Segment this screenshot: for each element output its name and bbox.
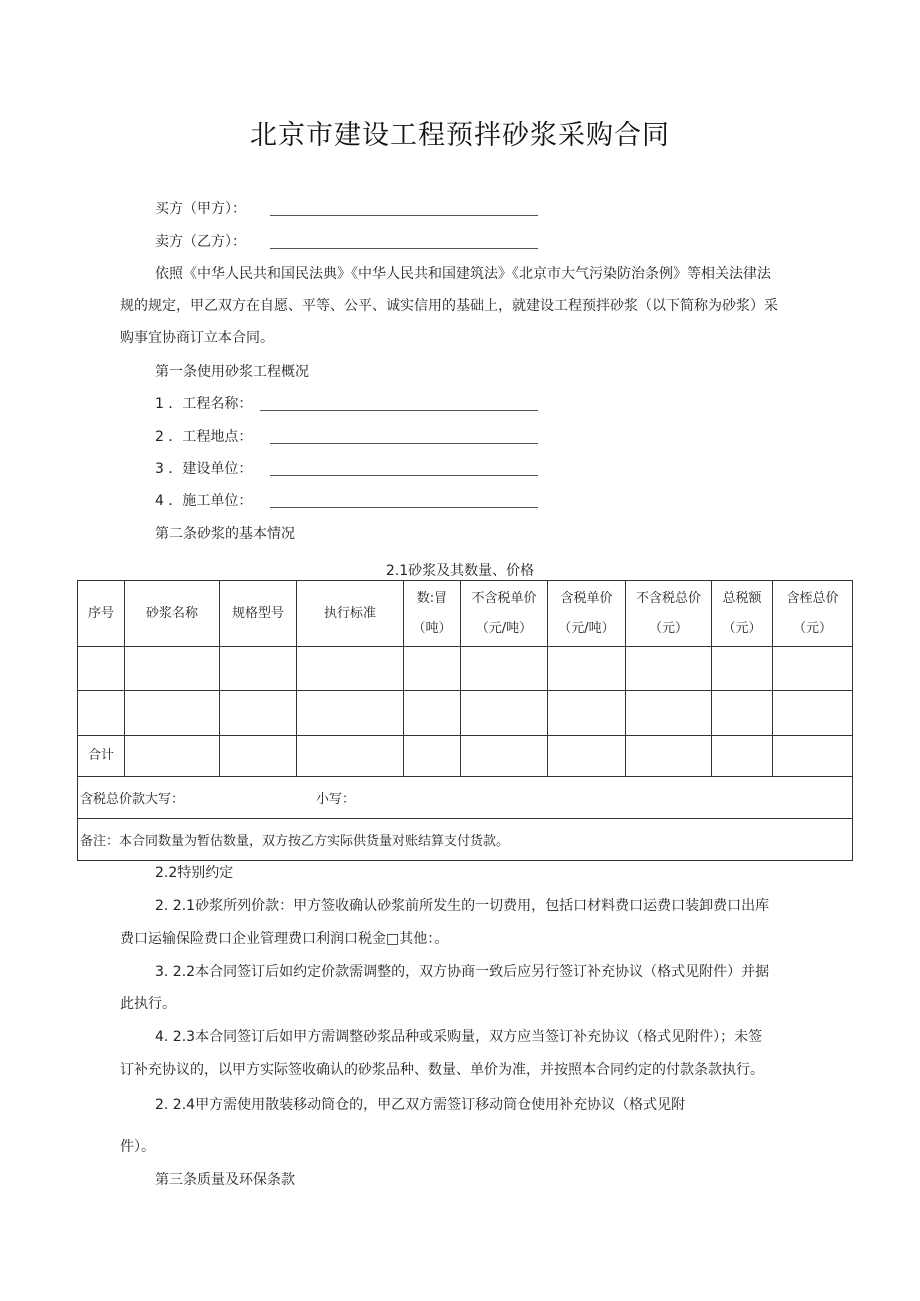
table-cell[interactable] (548, 691, 626, 736)
document-title: 北京市建设工程预拌砂浆采购合同 (250, 120, 670, 151)
table-cell[interactable] (404, 691, 461, 736)
article1-heading: 第一条使用砂浆工程概况 (155, 364, 309, 380)
table-cell[interactable] (773, 691, 853, 736)
project-location-blank[interactable] (270, 443, 538, 444)
table-cell[interactable] (626, 691, 712, 736)
header-cell: 数:冒 （吨） (404, 581, 461, 647)
table-cell[interactable] (297, 647, 404, 691)
table-cell[interactable] (712, 736, 773, 777)
buyer-label: 买方（甲方）： (155, 201, 246, 217)
clause-3-line-1: 4. 2.3本合同签订后如甲方需调整砂浆品种或采购量，双方应当签订补充协议（格式见附件）；未签 (155, 1029, 763, 1045)
preamble-line-3: 购事宜协商订立本合同。 (120, 330, 274, 346)
buyer-blank[interactable] (270, 215, 538, 216)
mortar-price-table (77, 580, 853, 861)
header-cell: 不含税总价 （元） (626, 581, 712, 647)
table-cell[interactable] (712, 691, 773, 736)
table-cell[interactable] (773, 647, 853, 691)
seller-label: 卖方（乙方）： (155, 234, 246, 250)
header-cell: 含桎总价 （元） (773, 581, 853, 647)
table-cell[interactable] (404, 736, 461, 777)
header-cell: 砂浆名称 (125, 581, 220, 647)
table-cell[interactable] (125, 691, 220, 736)
preamble-line-2: 规的规定，甲乙双方在自愿、平等、公平、诚实信用的基础上，就建设工程预拌砂浆（以下简称为砂浆）采 (120, 298, 778, 314)
total-upper-label: 含税总价款大写： (80, 792, 185, 807)
clause-4-line-1: 2. 2.4甲方需使用散装移动筒仓的，甲乙双方需签订移动筒仓使用补充协议（格式见附 (155, 1097, 686, 1113)
construction-unit-blank[interactable] (270, 475, 538, 476)
table-cell[interactable] (712, 647, 773, 691)
header-cell: 含税单价 （元/吨） (548, 581, 626, 647)
table-cell[interactable] (461, 691, 548, 736)
header-cell: 总税额 （元） (712, 581, 773, 647)
note-row (78, 819, 853, 861)
total-amount-row (78, 777, 853, 819)
header-cell: 不含税单价 （元/吨） (461, 581, 548, 647)
table-cell[interactable] (461, 647, 548, 691)
table-caption: 2.1砂浆及其数量、价格 (385, 563, 535, 579)
clause-2-line-2: 此执行。 (120, 996, 176, 1012)
table-cell[interactable] (78, 691, 125, 736)
table-cell[interactable] (404, 647, 461, 691)
header-cell: 规格型号 (220, 581, 297, 647)
total-lower-label: 小写： (316, 792, 356, 807)
contractor-unit-blank[interactable] (270, 507, 538, 508)
article2-heading: 第二条砂浆的基本情况 (155, 526, 295, 542)
clause-3-line-2: 订补充协议的，以甲方实际签收确认的砂浆品种、数量、单价为准，并按照本合同约定的付款条款执行。 (120, 1062, 764, 1078)
table-cell[interactable] (548, 736, 626, 777)
clause-4-line-2: 件）。 (120, 1139, 155, 1155)
subtotal-row (78, 736, 853, 777)
seller-blank[interactable] (270, 248, 538, 249)
header-cell: 执行标准 (297, 581, 404, 647)
table-cell[interactable] (297, 691, 404, 736)
table-cell[interactable] (548, 647, 626, 691)
clause-2-line-1: 3. 2.2本合同签订后如约定价款需调整的，双方协商一致后应另行签订补充协议（格式见附件）并据 (155, 964, 770, 980)
table-row (78, 691, 853, 736)
table-cell[interactable] (125, 647, 220, 691)
table-cell[interactable] (78, 647, 125, 691)
table-cell[interactable] (461, 736, 548, 777)
subtotal-label: 合计 (78, 736, 125, 777)
special-heading: 2.2特别约定 (155, 865, 234, 881)
project-name-blank[interactable] (260, 410, 538, 411)
clause-1-line-2: 费口运输保险费口企业管理费口利润口税金□其他：。 (120, 931, 449, 947)
construction-unit-label: 3 ．建设单位： (155, 461, 253, 477)
table-cell[interactable] (773, 736, 853, 777)
table-header-row (78, 581, 853, 647)
table-cell[interactable] (220, 691, 297, 736)
table-cell[interactable] (220, 647, 297, 691)
table-cell[interactable] (626, 736, 712, 777)
preamble-line-1: 依照《中华人民共和国民法典》《中华人民共和国建筑法》《北京市大气污染防治条例》等相关法律法 (155, 266, 771, 282)
table-cell[interactable] (220, 736, 297, 777)
project-location-label: 2 ．工程地点： (155, 429, 253, 445)
note-cell: 备注：本合同数量为暂估数量，双方按乙方实际供货量对账结算支付货款。 (78, 819, 853, 861)
total-amount-cell[interactable] (78, 777, 853, 819)
table-cell[interactable] (125, 736, 220, 777)
table-row (78, 647, 853, 691)
header-cell: 序号 (78, 581, 125, 647)
contractor-unit-label: 4 ．施工单位： (155, 493, 253, 509)
table-cell[interactable] (297, 736, 404, 777)
table-cell[interactable] (626, 647, 712, 691)
article3-heading: 第三条质量及环保条款 (155, 1172, 295, 1188)
clause-1-line-1: 2. 2.1砂浆所列价款：甲方签收确认砂浆前所发生的一切费用，包括口材料费口运费口装卸费口出库 (155, 898, 770, 914)
project-name-label: 1 ．工程名称： (155, 396, 253, 412)
